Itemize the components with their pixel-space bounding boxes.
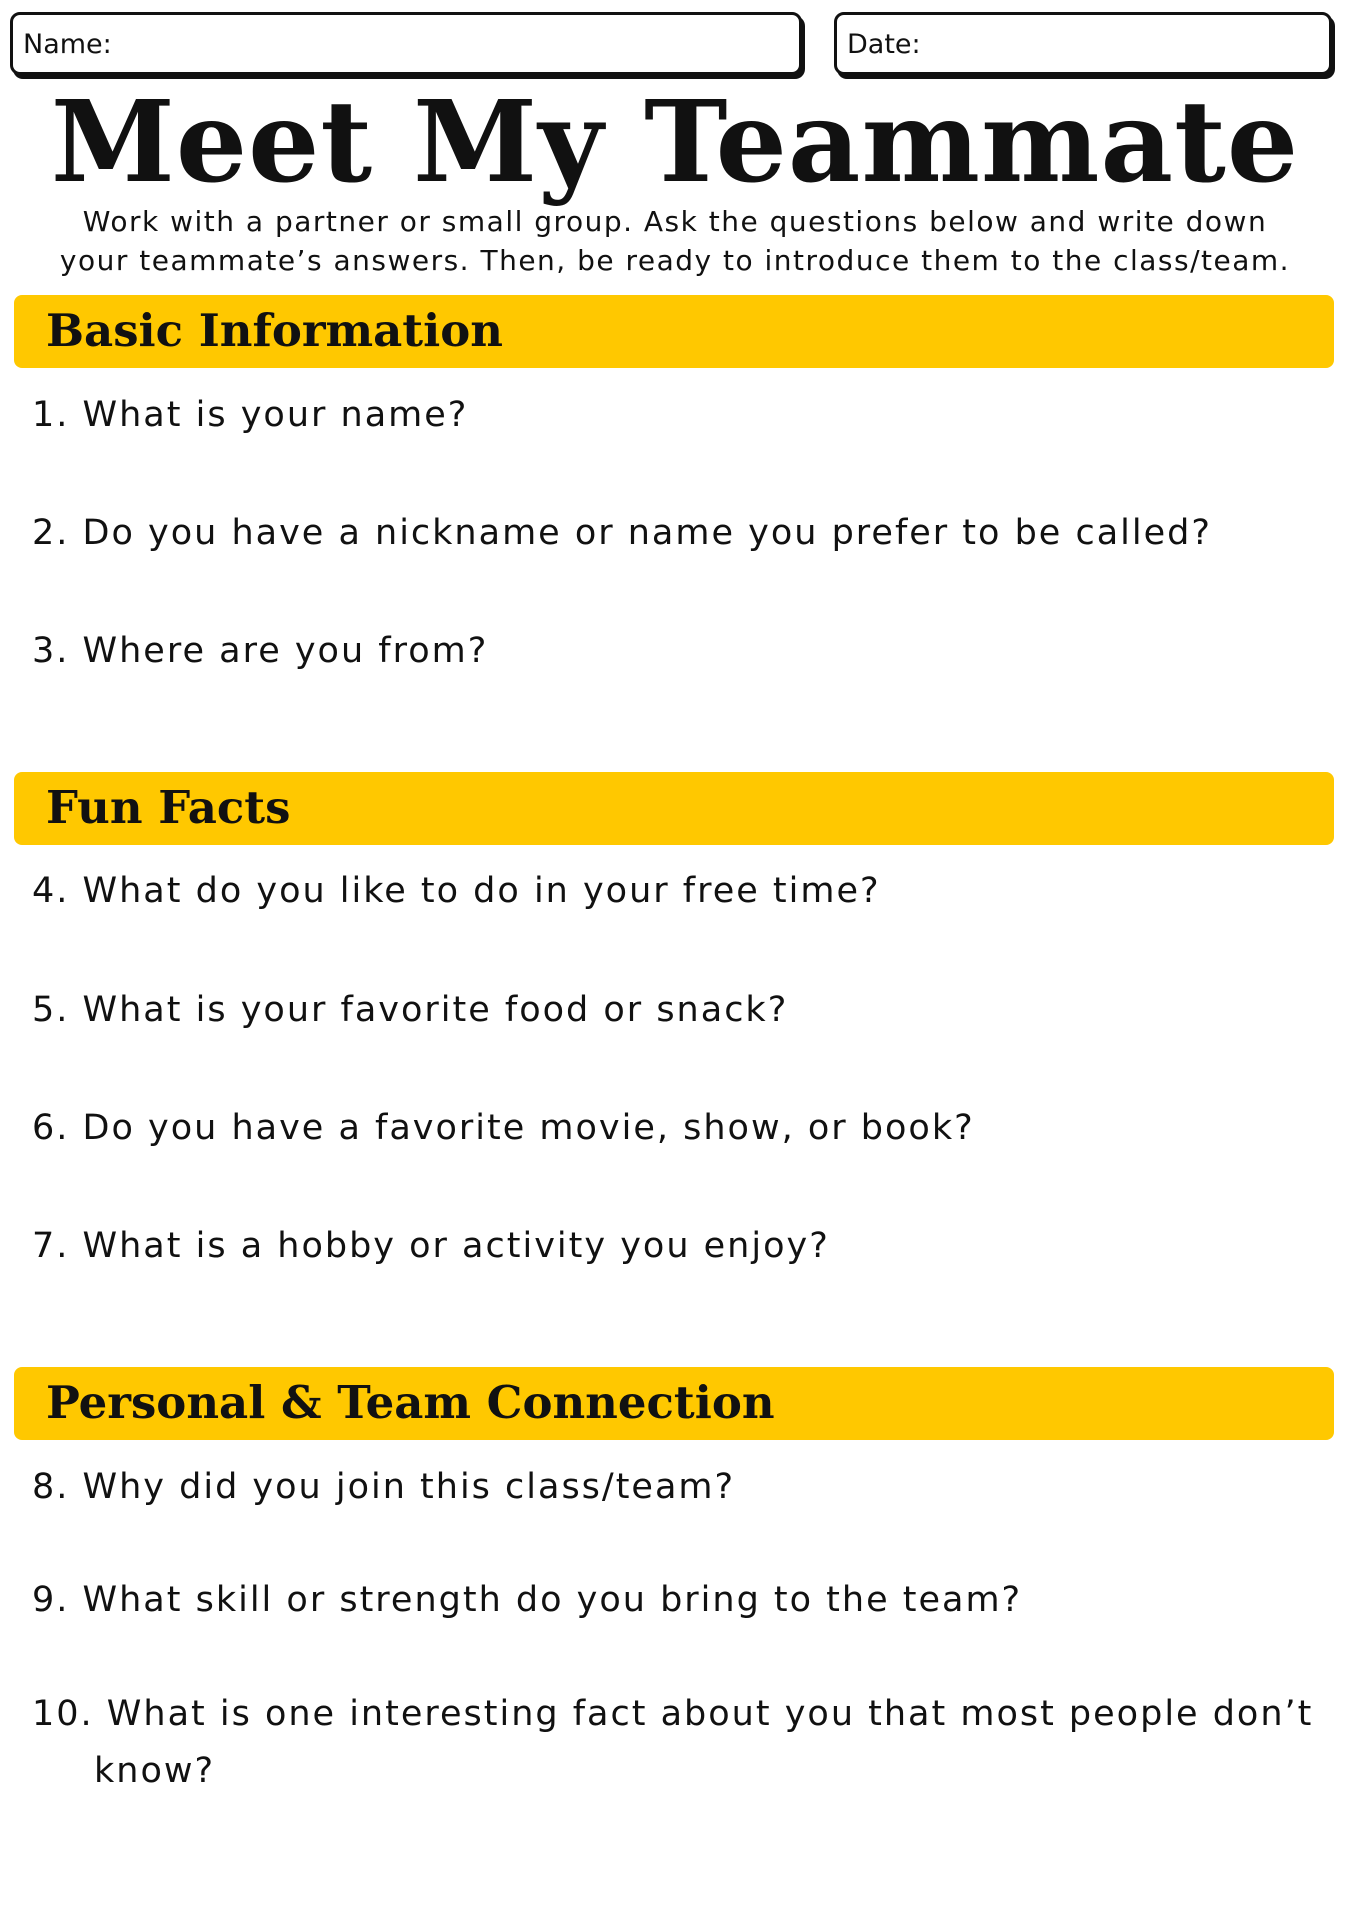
section-title: Personal & Team Connection bbox=[46, 1376, 775, 1429]
instructions-line-1: Work with a partner or small group. Ask the questions below and write down bbox=[82, 205, 1268, 238]
question-2: 2. Do you have a nickname or name you prefer to be called? bbox=[32, 513, 1212, 553]
instructions bbox=[20, 202, 1330, 280]
question-9: 9. What skill or strength do you bring to the team? bbox=[32, 1580, 1023, 1620]
date-label: Date: bbox=[847, 29, 921, 60]
question-5: 5. What is your favorite food or snack? bbox=[32, 990, 789, 1030]
question-7: 7. What is a hobby or activity you enjoy? bbox=[32, 1226, 830, 1266]
page-title: Meet My Teammate bbox=[50, 77, 1300, 208]
question-6: 6. Do you have a favorite movie, show, or book? bbox=[32, 1108, 975, 1148]
question-4: 4. What do you like to do in your free time? bbox=[32, 871, 881, 911]
instructions-line-2: your teammate’s answers. Then, be ready to introduce them to the class/team. bbox=[59, 244, 1291, 277]
section-banner-basic-information bbox=[14, 295, 1334, 368]
name-field[interactable] bbox=[10, 12, 802, 75]
section-banner-fun-facts bbox=[14, 772, 1334, 845]
name-label: Name: bbox=[23, 29, 112, 60]
section-banner-personal-team-connection bbox=[14, 1367, 1334, 1440]
question-3: 3. Where are you from? bbox=[32, 631, 489, 671]
question-8: 8. Why did you join this class/team? bbox=[32, 1467, 736, 1507]
question-1: 1. What is your name? bbox=[32, 395, 469, 435]
question-10: 10. What is one interesting fact about you that most people don’t know? bbox=[32, 1694, 1314, 1791]
date-field[interactable] bbox=[834, 12, 1332, 75]
section-title: Basic Information bbox=[46, 304, 503, 357]
section-title: Fun Facts bbox=[46, 781, 291, 834]
